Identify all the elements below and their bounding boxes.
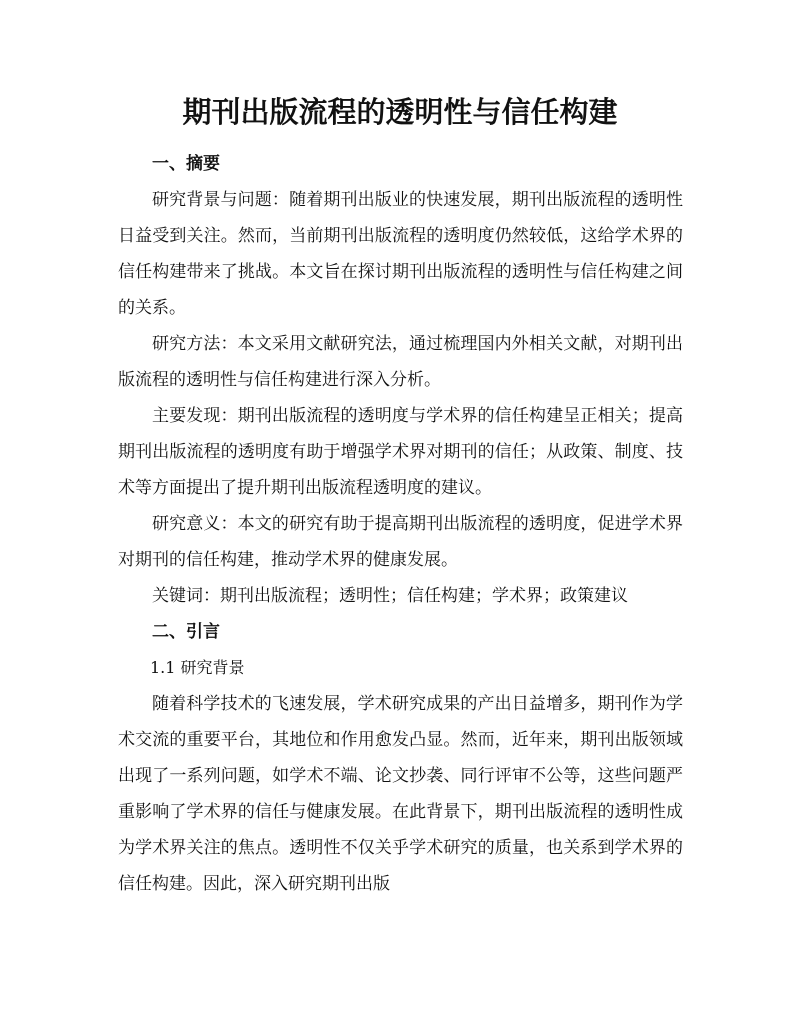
- paragraph-introduction-background: 随着科学技术的飞速发展，学术研究成果的产出日益增多，期刊作为学术交流的重要平台，其地位和作用愈发凸显。然而，近年来，期刊出版领域出现了一系列问题，如学术不端、论文抄袭、同行评审不公等，这些问题严重影响了学术界的信任与健康发展。在此背景下，期刊出版流程的透明性成为学术界关注的焦点。透明性不仅关乎学术研究的质量，也关系到学术界的信任构建。因此，深入研究期刊出版: [118, 694, 683, 894]
- section-heading-abstract: 一、摘要: [152, 154, 220, 174]
- subsection-heading-background: 1.1 研究背景: [150, 658, 245, 677]
- document-title: 期刊出版流程的透明性与信任构建: [182, 95, 618, 129]
- paragraph-research-significance: 研究意义：本文的研究有助于提高期刊出版流程的透明度，促进学术界对期刊的信任构建，推动学术界的健康发展。: [118, 514, 683, 570]
- paragraph-research-background: 研究背景与问题：随着期刊出版业的快速发展，期刊出版流程的透明性日益受到关注。然而，当前期刊出版流程的透明度仍然较低，这给学术界的信任构建带来了挑战。本文旨在探讨期刊出版流程的透明性与信任构建之间的关系。: [118, 190, 683, 318]
- document-body: [118, 146, 683, 902]
- section-heading-introduction: 二、引言: [152, 622, 220, 642]
- paragraph-research-methods: 研究方法：本文采用文献研究法，通过梳理国内外相关文献，对期刊出版流程的透明性与信任构建进行深入分析。: [118, 334, 683, 390]
- paragraph-main-findings: 主要发现：期刊出版流程的透明度与学术界的信任构建呈正相关；提高期刊出版流程的透明度有助于增强学术界对期刊的信任；从政策、制度、技术等方面提出了提升期刊出版流程透明度的建议。: [118, 406, 683, 498]
- paragraph-keywords: 关键词：期刊出版流程；透明性；信任构建；学术界；政策建议: [152, 586, 628, 606]
